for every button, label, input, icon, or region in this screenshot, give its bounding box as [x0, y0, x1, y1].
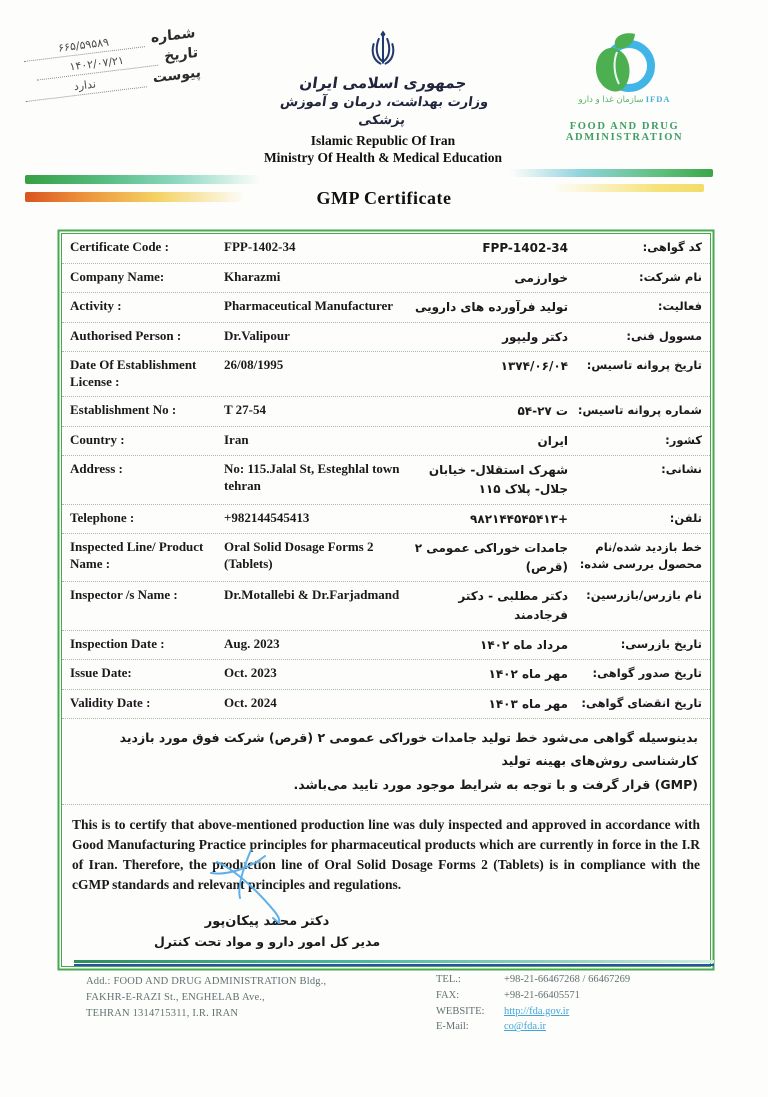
- fda-header: [512, 32, 737, 143]
- footer-fax-row: [436, 988, 716, 1004]
- row-value-fa: دکتر ولیپور: [502, 329, 568, 344]
- footer-contacts: [436, 972, 716, 1035]
- row-label-en: Date Of Establishment License :: [70, 357, 197, 390]
- row-label-en: Address :: [70, 461, 123, 477]
- iran-emblem-icon: [366, 28, 400, 72]
- footer-tel-row: [436, 972, 716, 988]
- row-label-fa: مسوول فنی:: [626, 328, 702, 343]
- row-value-fa: دکتر مطلبی - دکتر فرجادمند: [458, 589, 568, 622]
- row-label-fa: خط بازدید شده/نام محصول بررسی شده:: [579, 540, 702, 572]
- row-value-fa: مهر ماه ۱۴۰۳: [488, 696, 568, 711]
- persian-paragraph-line2: (GMP) قرار گرفت و با توجه به شرایط موجود مورد تایید می‌باشد.: [293, 776, 698, 792]
- signature-scribble: [205, 846, 300, 931]
- row-value-en: Aug. 2023: [224, 635, 280, 651]
- row-value-en: +982144545413: [224, 509, 310, 525]
- stamp-number-value: ۶۶۵/۵۹۵۸۹: [22, 31, 145, 62]
- row-label-en: Inspector /s Name :: [70, 587, 178, 603]
- header-en-ministry: Ministry Of Health & Medical Education: [263, 149, 503, 165]
- row-value-en: FPP-1402-34: [224, 239, 296, 254]
- header-fa-country: جمهوری اسلامی ایران: [298, 74, 468, 92]
- row-value-en: T 27-54: [224, 402, 267, 418]
- row-value-en: Pharmaceutical Manufacturer: [224, 298, 394, 314]
- row-value-fa: ۱۳۷۴/۰۶/۰۴: [500, 359, 568, 374]
- row-value-fa: +۹۸۲۱۴۴۵۴۵۴۱۳: [470, 511, 568, 526]
- row-label-fa: تاریخ پروانه تاسیس:: [586, 358, 702, 373]
- row-label-en: Company Name:: [70, 268, 165, 284]
- table-row: [62, 323, 710, 353]
- table-row: [62, 293, 710, 323]
- row-label-en: Certificate Code :: [70, 239, 169, 254]
- row-label-fa: تاریخ انقضای گواهی:: [581, 695, 702, 710]
- fda-caption: [512, 94, 737, 105]
- row-value-fa: مهر ماه ۱۴۰۲: [488, 667, 568, 682]
- decor-bar-right-green: [510, 169, 713, 177]
- table-row: [62, 582, 710, 630]
- fda-caption-en: IFDA: [645, 94, 671, 104]
- table-row: [62, 660, 710, 690]
- stamp-number-label: شماره: [150, 24, 197, 47]
- row-value-en: Dr.Valipour: [224, 327, 290, 343]
- row-label-en: Telephone :: [70, 509, 135, 525]
- row-label-en: Validity Date :: [70, 694, 151, 710]
- stamp-attachment-value: ندارد: [24, 71, 147, 102]
- row-label-fa: کشور:: [665, 432, 702, 447]
- footer-email-label: E-Mail:: [436, 1021, 469, 1033]
- row-label-fa: نشانی:: [661, 462, 702, 477]
- footer-tel-label: TEL.:: [436, 974, 461, 985]
- row-label-en: Country :: [70, 431, 125, 447]
- fda-title: FOOD AND DRUG ADMINISTRATION: [565, 121, 684, 143]
- table-row: [62, 264, 710, 294]
- row-value-en: 26/08/1995: [224, 357, 284, 373]
- row-value-en: Kharazmi: [224, 268, 281, 284]
- persian-paragraph-line1: بدینوسیله گواهی می‌شود خط تولید جامدات خوراکی عمومی ۲ (قرص) شرکت فوق مورد بازدید کارشناسی روش‌های بهینه تولید: [119, 730, 698, 769]
- row-label-fa: فعالیت:: [657, 299, 702, 314]
- certificate-title: GMP Certificate: [316, 188, 452, 209]
- row-label-fa: تاریخ بازرسی:: [620, 636, 702, 651]
- row-value-fa: FPP-1402-34: [482, 241, 568, 255]
- row-label-en: Inspected Line/ Product Name :: [70, 539, 204, 572]
- footer-fax-value: +98-21-66405571: [504, 989, 580, 1001]
- table-row: [62, 234, 710, 264]
- footer-fax-label: FAX:: [436, 989, 460, 1001]
- ministry-header: [258, 28, 508, 167]
- row-value-fa: خوارزمی: [514, 270, 568, 285]
- footer-address-line3: TEHRAN 1314715311, I.R. IRAN: [86, 1007, 239, 1019]
- row-value-fa: جامدات خوراکی عمومی ۲ (قرص): [414, 541, 568, 574]
- header-en-country: Islamic Republic Of Iran: [310, 132, 456, 148]
- footer-email-link[interactable]: co@fda.ir: [504, 1021, 547, 1033]
- row-label-fa: نام شرکت:: [639, 269, 702, 284]
- table-row: [62, 505, 710, 535]
- stamp-attachment-label: پیوست: [152, 64, 201, 87]
- row-label-en: Inspection Date :: [70, 635, 165, 651]
- footer-address: [86, 974, 406, 1021]
- footer-tel-value: +98-21-66467268 / 66467269: [504, 974, 631, 985]
- stamp-date-value: ۱۴۰۲/۰۷/۲۱: [35, 50, 158, 81]
- footer-website-row: [436, 1004, 716, 1020]
- signatory-title: مدیر کل امور دارو و مواد تحت کنترل: [153, 934, 381, 950]
- certificate-box: [61, 233, 711, 967]
- row-label-en: Establishment No :: [70, 402, 177, 418]
- row-label-fa: تاریخ صدور گواهی:: [592, 666, 702, 681]
- decor-bar-left-green: [25, 175, 260, 184]
- row-label-en: Issue Date:: [70, 665, 132, 681]
- row-label-fa: تلفن:: [669, 510, 702, 525]
- reference-stamp: [11, 25, 202, 107]
- row-value-en: Iran: [224, 431, 249, 447]
- table-row: [62, 456, 710, 504]
- certificate-table: [62, 234, 710, 719]
- row-value-en: Dr.Motallebi & Dr.Farjadmand: [224, 587, 400, 603]
- row-value-en: Oral Solid Dosage Forms 2 (Tablets): [224, 539, 374, 572]
- english-certification-paragraph: This is to certify that above-mentioned production line was duly inspected and approved in accordance with Good Manufacturing Practice principles for pharmaceutical products which are currently in force in the I.R of Iran. Therefore, the production line of Oral Solid Dosage Forms 2 (Tablets) is in compliance with the cGMP standards and relevant principles and regulations.: [72, 816, 700, 893]
- persian-certification-paragraph: [62, 719, 710, 804]
- row-label-en: Authorised Person :: [70, 327, 182, 343]
- table-row: [62, 534, 710, 582]
- footer-address-line1: Add.: FOOD AND DRUG ADMINISTRATION Bldg.,: [86, 976, 327, 987]
- row-label-fa: نام بازرس/بازرسین:: [586, 588, 702, 603]
- row-value-fa: مرداد ماه ۱۴۰۲: [480, 637, 568, 652]
- row-value-fa: تولید فرآورده های دارویی: [414, 300, 568, 315]
- table-row: [62, 631, 710, 661]
- row-label-fa: شماره پروانه تاسیس:: [577, 403, 702, 418]
- row-value-fa: ت ۲۷-۵۴: [517, 404, 568, 419]
- row-value-en: Oct. 2024: [224, 694, 277, 710]
- table-row: [62, 690, 710, 720]
- footer-email-row: [436, 1019, 716, 1035]
- row-label-en: Activity :: [70, 298, 122, 314]
- fda-caption-fa: سازمان غذا و دارو: [578, 95, 644, 105]
- table-row: [62, 427, 710, 457]
- stamp-date-label: تاریخ: [163, 44, 199, 65]
- row-value-en: No: 115.Jalal St, Esteghlal town tehran: [224, 461, 400, 494]
- table-row: [62, 352, 710, 397]
- footer-address-line2: FAKHR-E-RAZI St., ENGHELAB Ave.,: [86, 991, 265, 1003]
- table-row: [62, 397, 710, 427]
- row-value-fa: شهرک استقلال- خیابان جلال- پلاک ۱۱۵: [428, 463, 568, 496]
- header-fa-ministry: وزارت بهداشت، درمان و آموزش پزشکی: [279, 94, 490, 128]
- footer-divider: [74, 960, 714, 966]
- signatory-name: دکتر محمد پیکان‌پور: [204, 913, 330, 929]
- row-value-en: Oct. 2023: [224, 665, 277, 681]
- footer-website-link[interactable]: http://fda.gov.ir: [504, 1005, 570, 1017]
- row-value-fa: ایران: [537, 433, 568, 448]
- row-label-fa: کد گواهی:: [642, 240, 702, 254]
- footer-website-label: WEBSITE:: [436, 1005, 485, 1017]
